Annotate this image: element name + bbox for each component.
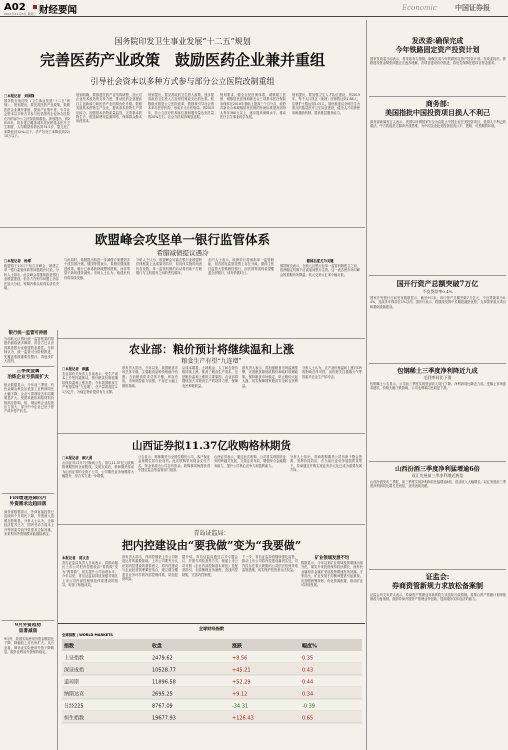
top-story-kicker: 国务院印发卫生事业发展“十二五”规划 <box>114 37 251 46</box>
market-table <box>62 639 362 749</box>
left-subhead-4: 9月外资趋势 显著减弱 <box>14 623 42 634</box>
right-column <box>367 20 508 750</box>
market-cell: 0.65 <box>302 715 314 722</box>
right-headline-1: 发改委:确保完成 今年铁路固定资产投资计划 <box>395 36 480 54</box>
masthead-rule <box>0 16 508 17</box>
right-text-1: 国家发改委日前表示，将采取有力措施，确保完成今年铁路固定资产投资计划。发改委指出，铁路建设资金紧张问题正在逐步缓解，各项目建设有序推进，将优先保障在建项目资金需求。 <box>370 57 506 66</box>
agri-headline: 农业部：粮价预计将继续温和上涨 <box>129 343 294 356</box>
shanxi-col-3: 山西证券表示，通过此次收购，公司将实现期货业务的跨越式发展，完善业务布局，增强综合金融服务能力，提升公司核心竞争力和盈利能力。 <box>214 455 286 468</box>
mining-story <box>299 555 365 622</box>
market-cell: 道琼斯 <box>64 679 80 686</box>
shanxi-byline: □本报记者 顾大勇 <box>62 456 93 460</box>
market-cell: 2695.25 <box>152 691 173 698</box>
qingdao-kicker: 青岛证监局： <box>193 530 230 537</box>
market-cell: 10528.77 <box>152 667 176 674</box>
agri-col-5: 分析人士认为，农产品价格温和上涨对CPI的影响总体可控，但仍需关注极端天气等因素对农业生产的冲击。 <box>302 366 362 379</box>
right-rule-5 <box>369 569 506 570</box>
right-text-6: 证监会有关负责人表示，券商资产管理业务新规将力求放松行政管制，将集合资产管理计划审批制改为备案制，鼓励券商开展资产管理业务创新，提高服务实体经济的能力。 <box>370 593 506 602</box>
shanxi-story <box>58 435 365 525</box>
agri-deck: 粮食生产有望“九连增” <box>181 358 242 365</box>
market-cell: 深证成指 <box>64 667 85 674</box>
market-cell: 0.44 <box>302 679 314 686</box>
market-row-bg <box>62 711 362 723</box>
market-cell: +52.29 <box>232 679 251 686</box>
market-header-cell: 涨跌 <box>232 643 243 650</box>
europe-subhead: 德国态度尤为关键 <box>306 259 334 263</box>
qingdao-col-1: 青岛证监局负责人日前表示，将推动辖区上市公司把内控建设由“要我做”变为“我要做”，切实提升公司治理水平。今年以来，青岛证监局持续加强对辖区上市公司内部控制规范体系建设的督导，取得了积极成效。 <box>62 561 118 588</box>
right-headline-5: 山西汾酒三季度净利猛增逾6倍 <box>395 466 480 473</box>
agri-col-3: 从成本端看，土地租金、人工和农资价格持续上涨，推高了粮食生产成本，这是粮价温和上涨的主要原因。农业部将继续加大对粮食生产的扶持力度，保障农民种粮收益。 <box>182 366 238 388</box>
market-title: 全球财经指数 <box>198 626 225 631</box>
issue-info: 2011年11月8日 星期二 <box>4 12 37 16</box>
market-cell: -34.31 <box>232 703 249 710</box>
right-text-3: 国家开发银行日前发布数据显示，截至9月末，该行资产总额突破7万亿元，不良贷款率为0.4%，连续多年保持在1%以内。国开行表示，将继续发挥中长期投融资优势，支持国家重点项目和基础设施建设。 <box>370 296 506 309</box>
top-story-col-3: 规划提出，要完善政府卫生投入政策，逐步提高政府卫生投入占经常性财政支出的比重。积极稳妥推进公立医院改革，鼓励和引导社会资本举办医疗机构，形成多元办医格局。到2015年，非公立医疗机构床位数和服务量达到总量的20%左右，社会办医取得明显进展。 <box>148 93 214 120</box>
market-cell: -0.39 <box>302 703 315 710</box>
right-rule-3 <box>369 363 506 364</box>
page-number: A02 <box>4 2 26 13</box>
masthead <box>0 0 508 17</box>
mining-headline: 矿业领域发展不均 <box>314 556 350 561</box>
shanxi-headline: 山西证券拟11.37亿收购格林期货 <box>132 440 291 452</box>
top-story-col-4: 规划要求，健全全民医保体系，城镇职工医保、城镇居民医保和新农合三项基本医疗保险参保率在2010年基础上提高三个百分点，政府对新农合和城镇居民医保的补助标准提高到每人每年360元以上，逐步提高保障水平，推动医疗卫生事业科学发展。 <box>220 93 286 120</box>
masthead-brand: Economic <box>402 4 437 12</box>
left-text-1: 当前欧元区银行统一监管框架的搭建仍面临诸多障碍，但各方已认识到推进银行业联盟的必要性。分析师认为，统一监管可分阶段推进，先覆盖系统重要性银行，再逐步扩大范围。 <box>4 337 54 364</box>
agri-col-2: 该负责人指出，今年以来，我国粮食市场总体平稳，主要粮食品种价格稳中有涨。当前粮食供求总体平衡，库存充裕，市场调控能力较强，不存在大幅上涨的基础。 <box>122 366 178 388</box>
section-title: 财经要闻 <box>39 5 78 16</box>
market-subtitle: 全球指数 | WORLD MARKETS <box>62 633 113 637</box>
left-subhead-2: 三季度金属 冶炼企业亏损面扩大 <box>7 369 49 380</box>
market-cell: 0.34 <box>302 691 314 698</box>
market-cell: 2479.62 <box>152 655 173 662</box>
europe-col-2: 与此同时，希腊提出的进一步减债方案遭到多个成员国冷遇。德国等国表示，希腊应继续推进改革，履行已承诺的财政整顿措施，而非寄望于新的债务减免。市场人士认为，欧债危机仍将持续发酵。 <box>64 258 130 280</box>
market-cell: 日经225 <box>64 703 84 710</box>
shanxi-col-4: 分析人士指出，券商收购期货公司有助于整合资源、发挥协同效应，在当前行业竞争加剧的背景下，券商通过并购实现业务多元化已成为重要发展方向。 <box>290 455 362 473</box>
market-cell: 纳斯达克 <box>64 691 85 698</box>
market-row-bg <box>62 663 362 675</box>
shanxi-col-2: 公告显示，格林期货为全国性期货公司，客户保证金规模位居行业前列。此次收购采用现金支付方式，资金来源为公司自有资金。收购事项尚需获得中国证监会等监管部门批准。 <box>138 455 210 473</box>
europe-col-3: 分析人士认为，欧盟峰会可能在银行业联盟的法律框架上达成原则共识，但具体实施时间表仍存变数。单一监管机制的启动将有助于打破银行与主权债务之间的恶性循环。 <box>136 258 202 276</box>
newspaper-logo: 中国证券报 <box>455 3 490 12</box>
top-story-col-2: 规划明确，要推进医药产业结构调整，加大对企业技术改造的支持力度，推动医药企业提高自主创新能力和医药产业结构优化升级。鼓励发展基本药物生产企业，提高基本药物生产供应能力。加强基本药物质量监管，完善基本药物生产、配送和使用监测网络，保障群众基本用药需求。 <box>76 93 142 124</box>
top-story-deck: 引导社会资本以多种方式参与部分公立医院改制重组 <box>90 77 275 86</box>
right-text-2: 商务部新闻发言人表示，美国以所谓国家安全为由阻止中国企业在美投资项目，是损人不利己的做法。中方敦促美方摒弃冷战思维，为中国企业赴美投资创造公平、透明、可预期的环境。 <box>370 120 506 129</box>
market-cell: +8.56 <box>232 655 248 662</box>
market-header-cell: 幅度% <box>302 643 318 650</box>
right-rule-2 <box>369 275 506 276</box>
europe-story <box>0 229 365 339</box>
market-cell: 8767.09 <box>152 703 173 710</box>
masthead-bullet <box>33 5 37 9</box>
europe-col-5: 德国财长表示，在欧元区银行业单一监管机制建立之前，欧洲稳定机制不应直接向银行注资。这一表态使市场对峰会的预期有所降温，欧元兑美元汇率小幅走低。 <box>280 264 360 277</box>
right-text-4: 包钢稀土公告显示，公司前三季度实现营业收入同比下降，净利润同比降近九成。受稀土市场需求疲软、价格大幅下跌影响，公司毛利率同比明显下滑。 <box>370 382 506 391</box>
market-cell: +9.12 <box>232 691 248 698</box>
right-deck-3: 不良贷款率0.4% <box>422 289 453 294</box>
right-text-5: 山西汾酒发布三季报，前三季度实现净利润同比猛增逾6倍，营业收入大幅增长。双汇发展前三季度净利润同比增长近两倍，业绩表现亮眼。 <box>370 480 506 489</box>
agri-col-1: 农业部有关负责人日前表示，受生产成本上升等因素推动，预计粮食价格将继续保持温和上涨态势。今年我国粮食生产有望实现“九连增”，总产量将超过1.1万亿斤，为稳定物价提供有力支撑。 <box>62 372 118 394</box>
market-cell: 11896.58 <box>152 679 176 686</box>
right-headline-6: 证监会: 券商资管新规力求放松备案制 <box>392 572 483 590</box>
market-cell: 0.43 <box>302 667 314 674</box>
left-rule-2 <box>2 493 54 494</box>
shanxi-col-1: 山西证券11月7日晚间公告，拟以11.37亿元收购格林期货的全部股权。交易完成后，格林期货将成为山西证券的全资子公司，公司期货业务规模将大幅提升，综合实力进一步增强。 <box>62 461 134 479</box>
market-cell: +126.43 <box>232 715 254 722</box>
top-story-bottom-rule <box>0 227 365 228</box>
right-headline-3: 国开行资产总额突破7万亿 <box>396 279 479 288</box>
agri-col-4: 该负责人表示，将加强粮食市场监测预警，完善粮食最低收购价和临时收储政策，保持粮食市场稳定，防止粮价大起大落，切实保障国家粮食安全和农民利益。 <box>242 366 298 388</box>
right-rule-4 <box>369 461 506 462</box>
market-cell: +45.21 <box>232 667 251 674</box>
europe-col-4: 业内人士表示，欧洲央行将承担单一监管职能，但各国在监管范围上存在分歧，德国主张仅监管大型系统性银行，而法国等国则希望覆盖全部银行，谈判仍需时日。 <box>208 258 274 276</box>
europe-headline: 欧盟峰会攻坚单一银行监管体系 <box>94 232 270 247</box>
top-story-headline: 完善医药产业政策 鼓励医药企业兼并重组 <box>39 51 325 69</box>
europe-deck: 希腊减债提议遇冷 <box>156 249 209 257</box>
left-text-2: 统计数据显示，今年前三季度，有色金属冶炼及压延加工业利润同比大幅下降，企业亏损面较去年同期明显扩大。受需求疲软和原材料价格高企影响，铝、铜冶炼企业经营压力加大，部分中小企业已处于停产或半停产状态。 <box>4 383 54 414</box>
mining-text-1: 数据显示，今年以来矿业领域投资增速出现分化，煤炭开采投资保持较快增长，而有色金属和非金属矿采选投资增速有所回落。专家指出，矿业发展不均衡问题需引起重视，应加强统筹规划，优化资源配置，推动矿业可持续发展。 <box>301 561 363 588</box>
right-deck-4: 毛利率同比下滑 <box>423 375 452 380</box>
market-cell: 19677.93 <box>152 715 176 722</box>
right-rule-1 <box>369 96 506 97</box>
europe-col-1: 欧盟将于10月下旬召开峰会，就建立单一银行监管体系等问题展开讨论。分析人士指出，此次峰会将继续推进银行业联盟建设，但各方在细节问题上仍存在较大分歧，短期内难以取得实质性突破。 <box>4 264 59 291</box>
left-text-4: 9月份，我国实际使用外资金额同比下降，降幅较上月有所扩大。从行业看，制造业实际使用外资下降明显，服务业利用外资保持稳定。 <box>4 637 54 655</box>
left-column <box>0 330 56 750</box>
agriculture-story <box>58 339 365 434</box>
left-rule-3 <box>2 620 54 621</box>
top-story <box>0 20 365 228</box>
left-subhead-1: 银行统一监管可伸展 <box>8 331 48 336</box>
market-table-box <box>58 623 365 750</box>
market-cell: 恒生指数 <box>64 715 85 722</box>
right-deck-5: 双汇发展前三季净利增近两倍 <box>411 473 464 478</box>
agri-bottom-rule <box>58 433 365 434</box>
shanxi-bottom-rule <box>58 524 365 525</box>
qingdao-col-2: 该负责人指出，内部控制是上市公司规范运作的重要基础，上市公司要充分认识到内控建设的重要意义，将内控建设与企业经营管理紧密结合，建立健全覆盖各业务环节的内部控制体系，防范经营风险。 <box>122 555 178 582</box>
qingdao-headline: 把内控建设由“要我做”变为“我要做” <box>121 539 302 552</box>
market-cell: 0.35 <box>302 655 314 662</box>
qingdao-col-3: 据介绍，青岛证监局通过召开专题会议、开展专项检查等方式，督促上市公司对照《企业内部控制基本规范》及配套指引，全面梳理业务流程，查找内控缺陷，完善内控制度。 <box>182 555 238 577</box>
europe-byline: □本报记者 杨博 <box>4 259 31 263</box>
top-story-col-1: 国务院日前印发《卫生事业发展“十二五”规划》。规划提出，要完善医药产业政策，鼓励医药企业兼并重组，提高产业集中度；引导社会资本以多种方式参与包括国有企业所办医院在内的部分公立医院改制重组。规划提出，到2015年，初步建立覆盖城乡居民的基本医疗卫生制度，人均期望寿命达到74.5岁，婴儿死亡率降低到12‰以下，孕产妇死亡率降低到22/10万以下。 <box>4 99 70 139</box>
agri-byline: □本报记者 顾鑫 <box>62 367 89 371</box>
top-story-byline: □本报记者 刘国锋 <box>4 94 35 98</box>
left-rule-1 <box>2 366 54 367</box>
market-header-cell: 收盘 <box>152 643 163 650</box>
qingdao-byline: 本报记者 郭文杰 <box>62 556 90 560</box>
market-cell: 上证指数 <box>64 655 85 662</box>
right-headline-2: 商务部: 美国指批中国投资项目损人不利己 <box>385 99 490 117</box>
qingdao-col-4: 下一步，青岛证监局将继续强化监管，推动上市公司将内控建设落到实处，对内控存在重大缺陷的公司依法依规采取监管措施，切实保护投资者合法权益。 <box>242 555 298 573</box>
market-header-cell: 指数 <box>64 643 75 650</box>
top-story-col-5: 规划提出，要加强卫生人才队伍建设，到2015年，每千人口执业（助理）医师数达到1.88人，注册护士数达到2.07人。加快推进以全科医生为重点的基层医疗卫生队伍建设，健全人才培养使用和激励机制，提高基层服务能力。 <box>292 93 360 115</box>
left-text-3: 商务部数据显示，外商直接投资已连续四个月同比下降，外资流入放缓态势明显。分析人士认为，全球经济复苏乏力、国内劳动力成本上升等因素导致外资需求边际回落，未来利用外资规模可能继续承压。 <box>4 510 54 537</box>
right-headline-4: 包钢稀土三季度净利降近九成 <box>397 368 478 375</box>
left-subhead-3: FDI增速连降四月 外资需求边趋回落 <box>9 496 47 507</box>
market-row-bg <box>62 687 362 699</box>
